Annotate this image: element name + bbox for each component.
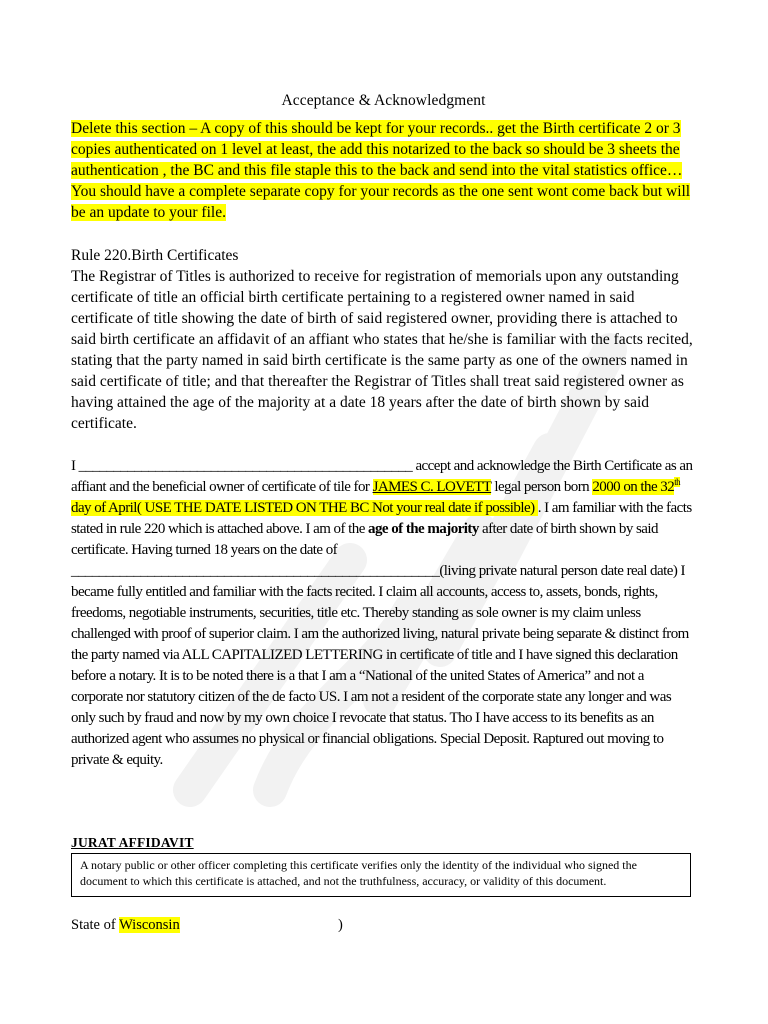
birth-date-a: 2000 on the 32 <box>592 479 675 495</box>
instruction-note <box>71 118 696 223</box>
notary-disclaimer-text: A notary public or other officer completing this certificate verifies only the identity of the individual who signed the document to which this certificate is attached, and not the truthfulness, accuracy, or validity of this document. <box>80 858 637 888</box>
birth-date-b: day of April( USE THE DATE LISTED ON THE BC Not your real date if possible) <box>71 500 538 516</box>
state-paren: ) <box>338 917 343 933</box>
state-value: Wisconsin <box>119 917 180 933</box>
age-of-majority: age of the majority <box>368 521 479 537</box>
state-line <box>71 917 696 937</box>
instruction-note-text: Delete this section – A copy of this should be kept for your records.. get the Birth certificate 2 or 3 copies authenticated on 1 level at least, the add this notarized to the back so should be 3 sheets the authentication , the BC and this file staple this to the back and send into the vital statistics office… You should have a complete separate copy for your records as the one sent wont come back but will be an update to your file. <box>71 120 691 221</box>
birth-date-sup: th <box>674 477 681 487</box>
document-page <box>71 92 696 937</box>
affidavit-text-2: legal person born <box>491 479 593 495</box>
state-label: State of <box>71 917 120 933</box>
affidavit-text-1: I ________________________________________________ accept and acknowledge the Birth Certificate as an affiant and the beneficial owner of certificate of tile for <box>71 458 693 495</box>
notary-disclaimer-box <box>71 853 691 897</box>
affidavit-text-3: . I am familiar with the facts stated in rule 220 which is attached above. I am of the <box>71 500 692 537</box>
affidavit-paragraph <box>71 456 696 771</box>
document-title: Acceptance & Acknowledgment <box>281 92 486 109</box>
affidavit-text-4: after date of birth shown by said certificate. Having turned 18 years on the date of _____________________________________________________(living private natural person date real date) I became fully entitled and familiar with the facts recited. I claim all accounts, access to, assets, bonds, rights, freedoms, negotiable instruments, securities, title etc. Thereby standing as sole owner is my claim unless challenged with proof of superior claim. I am the authorized living, natural private being separate & distinct from the party named via ALL CAPITALIZED LETTERING in certificate of title and I have signed this declaration before a notary. It is to be noted there is a that I am a “National of the united States of America” and not a corporate nor statutory citizen of the de facto US. I am not a resident of the corporate state any longer and was only such by fraud and now by my own choice I revocate that status. Tho I have access to its benefits as an authorized agent who assumes no physical or financial obligations. Special Deposit. Raptured out moving to private & equity. <box>71 521 689 768</box>
rule-body: The Registrar of Titles is authorized to receive for registration of memorials upon any outstanding certificate of title an official birth certificate pertaining to a registered owner named in said certificate of title showing the date of birth of said registered owner, providing there is attached to said birth certificate an affidavit of an affiant who states that he/she is familiar with the facts recited, stating that the party named in said birth certificate is the same party as one of the owners named in said certificate of title; and that thereafter the Registrar of Titles shall treat said registered owner as having attained the age of the majority at a date 18 years after the date of birth shown by said certificate. <box>71 268 693 432</box>
owner-name: JAMES C. LOVETT <box>372 479 492 495</box>
jurat-heading: JURAT AFFIDAVIT <box>71 835 194 850</box>
rule-heading: Rule 220.Birth Certificates <box>71 247 239 264</box>
